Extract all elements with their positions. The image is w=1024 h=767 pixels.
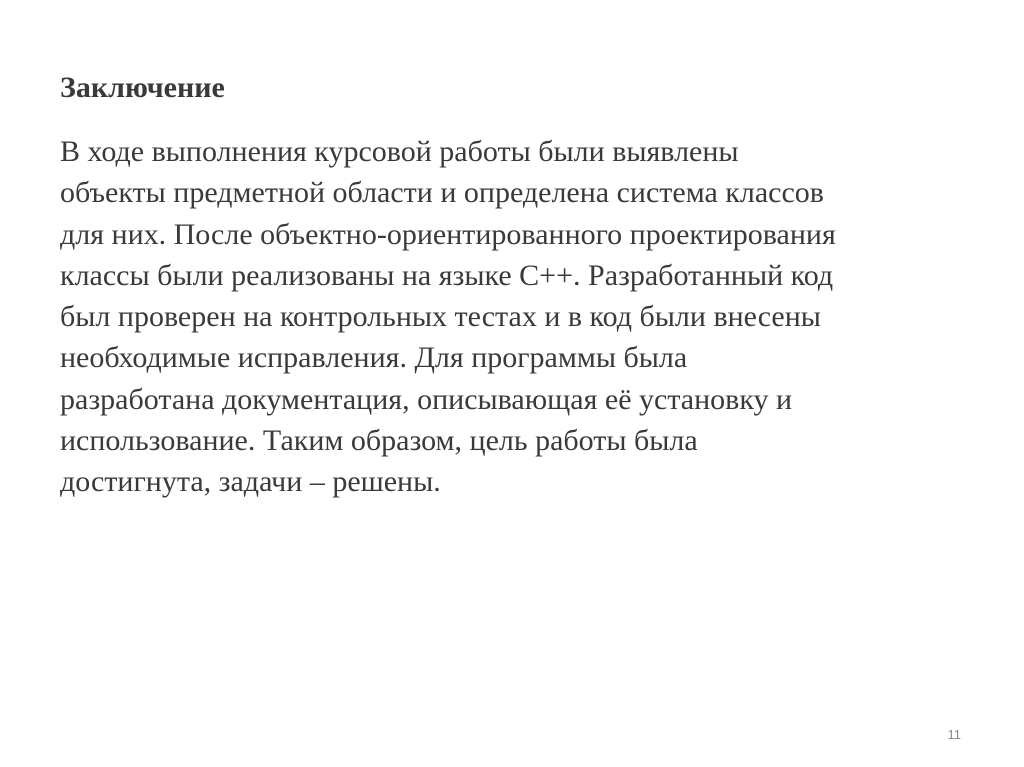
slide-title: Заключение <box>60 71 225 104</box>
page-number: 11 <box>947 727 961 742</box>
body-line: разработана документация, описывающая её установку и <box>60 382 793 416</box>
slide-body-text <box>60 131 836 503</box>
body-line: объекты предметной области и определена система классов <box>60 176 824 210</box>
body-line: был проверен на контрольных тестах и в код были внесены <box>60 300 821 334</box>
body-line: классы были реализованы на языке С++. Разработанный код <box>60 258 834 292</box>
body-line: достигнута, задачи – решены. <box>60 465 441 499</box>
body-line: для них. После объектно-ориентированного проектирования <box>60 217 836 251</box>
body-line: В ходе выполнения курсовой работы были выявлены <box>60 135 739 168</box>
body-line: использование. Таким образом, цель работы была <box>60 424 698 458</box>
body-line: необходимые исправления. Для программы была <box>60 341 688 375</box>
